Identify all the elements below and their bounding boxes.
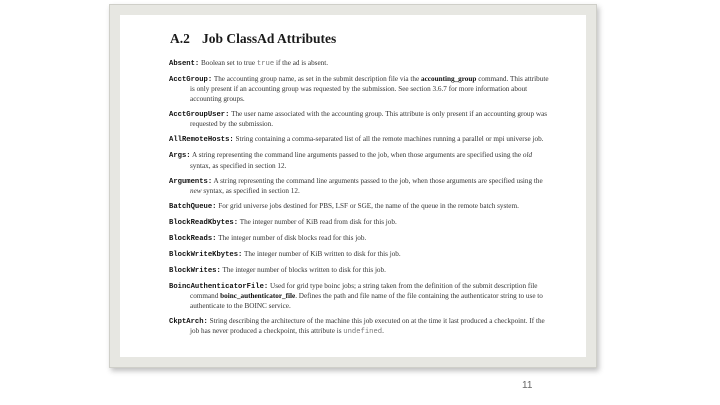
attribute-name: BlockReads:: [169, 235, 217, 244]
inline-code: true: [256, 60, 275, 68]
attribute-entry: [169, 135, 549, 145]
emphasis: new: [190, 187, 202, 196]
attribute-text: The integer number of blocks written to disk for this job.: [222, 266, 386, 275]
document-page: [120, 15, 586, 357]
attribute-entry: [169, 218, 549, 228]
attribute-text: A string representing the command line arguments passed to the job, when those arguments are specified using the: [191, 151, 523, 160]
attribute-text: if the ad is absent.: [274, 59, 329, 67]
inline-code: undefined: [343, 328, 383, 337]
attribute-entry: [169, 317, 549, 338]
command-name: accounting_group: [421, 75, 477, 83]
attribute-text: The integer number of KiB read from disk for this job.: [239, 218, 397, 227]
attribute-text: syntax, as specified in section 12.: [190, 161, 287, 170]
attribute-name: BoincAuthenticatorFile:: [169, 283, 269, 292]
slide-page-number: 11: [522, 380, 533, 391]
attribute-name: BlockWriteKbytes:: [169, 251, 243, 260]
attribute-entry: [169, 202, 549, 212]
attribute-name: AcctGroupUser:: [169, 110, 230, 119]
attribute-name: AllRemoteHosts:: [169, 136, 234, 145]
attribute-text: For grid universe jobs destined for PBS, LSF or SGE, the name of the queue in the remote batch system.: [218, 202, 519, 211]
attribute-name: BlockReadKbytes:: [169, 219, 239, 228]
attribute-entry: [169, 177, 549, 197]
attribute-name: AcctGroup:: [169, 76, 213, 84]
section-number: A.2: [170, 31, 190, 46]
attribute-entry: [169, 110, 549, 130]
attribute-name: Absent:: [169, 60, 200, 68]
attribute-text: .: [382, 327, 384, 336]
section-heading: [170, 31, 336, 47]
attribute-text: String containing a comma-separated list of all the remote machines running a parallel or mpi universe job.: [235, 135, 544, 144]
attribute-text: The user name associated with the accounting group. This attribute is only present if an accounting group was requested by the submission.: [190, 109, 548, 129]
attribute-text: syntax, as specified in section 12.: [201, 187, 300, 196]
attribute-entry: [169, 266, 549, 276]
attribute-list: [169, 59, 549, 343]
attribute-name: BlockWrites:: [169, 267, 221, 276]
attribute-entry: [169, 59, 549, 69]
emphasis: old: [522, 151, 533, 160]
slide-frame: [109, 4, 597, 368]
attribute-text: A string representing the command line arguments passed to the job, when those arguments are specified using the: [213, 176, 543, 185]
attribute-entry: [169, 234, 549, 244]
attribute-text: The integer number of KiB written to disk for this job.: [244, 250, 401, 259]
attribute-text: Boolean set to true: [201, 59, 257, 67]
attribute-entry: [169, 250, 549, 260]
section-title: Job ClassAd Attributes: [202, 31, 337, 46]
attribute-text: . Defines the path and file name of the file containing the authenticator string to use to authenticate to the BOINC service.: [190, 292, 543, 310]
attribute-entry: [169, 151, 549, 171]
attribute-name: BatchQueue:: [169, 203, 217, 212]
attribute-name: CkptArch:: [169, 317, 208, 326]
attribute-name: Arguments:: [169, 177, 213, 186]
attribute-entry: [169, 75, 549, 104]
attribute-text: Used for grid type boinc jobs; a string taken from the definition of the submit description file command: [190, 282, 538, 301]
attribute-text: The integer number of disk blocks read for this job.: [218, 234, 367, 243]
attribute-text: command. This attribute is only present if an accounting group was requested by the submission. See section 3.6.7 for more information about accounting groups.: [190, 75, 549, 103]
attribute-entry: [169, 282, 549, 311]
command-name: boinc_authenticator_file: [220, 292, 296, 301]
attribute-name: Args:: [169, 152, 191, 161]
attribute-text: The accounting group name, as set in the submit description file via the: [213, 75, 421, 83]
attribute-text: String describing the architecture of the machine this job executed on at the time it last produced a checkpoint. If the job has never produced a checkpoint, this attribute is: [190, 316, 545, 336]
